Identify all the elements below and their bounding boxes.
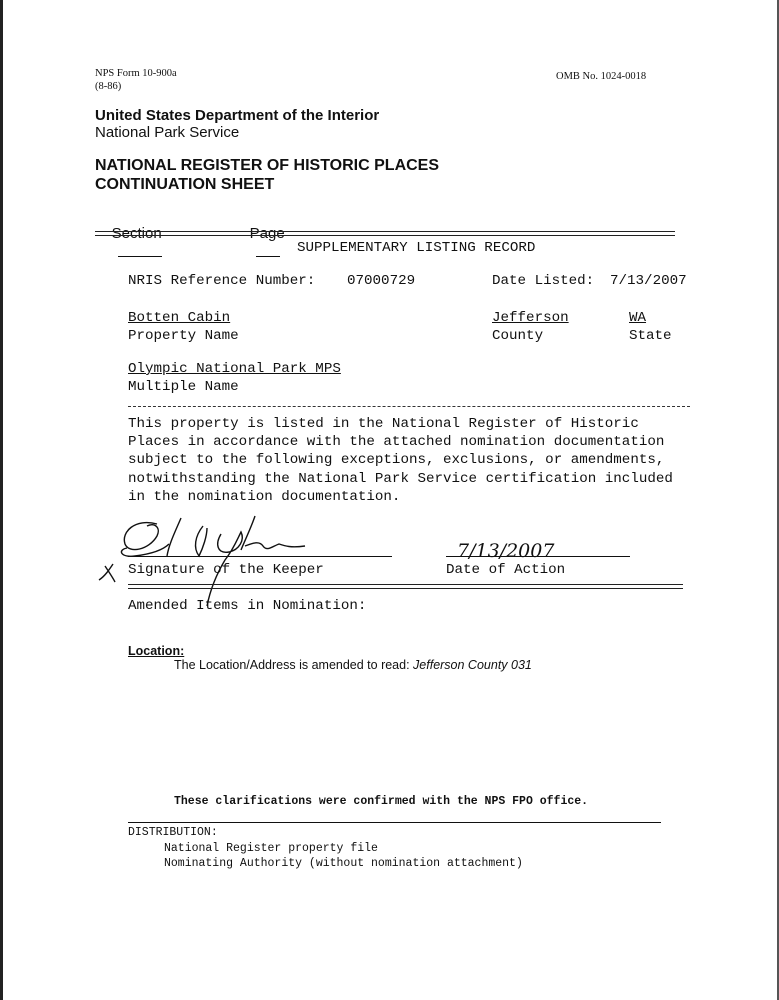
distribution-item-1: National Register property file [164, 842, 378, 855]
section-blank [118, 242, 162, 257]
location-heading: Location: [128, 644, 185, 658]
page-label: Page [249, 225, 285, 242]
form-number: NPS Form 10-900a [95, 68, 177, 79]
multiple-name-label: Multiple Name [128, 379, 239, 395]
form-title-line1: NATIONAL REGISTER OF HISTORIC PLACES [95, 157, 440, 174]
record-heading: SUPPLEMENTARY LISTING RECORD [297, 240, 536, 256]
agency-name: National Park Service [95, 124, 240, 141]
department-name: United States Department of the Interior [95, 107, 380, 124]
amended-items-label: Amended Items in Nomination: [128, 598, 367, 614]
property-name-label: Property Name [128, 328, 239, 344]
signature-double-rule [128, 584, 683, 589]
form-title-line2: CONTINUATION SHEET [95, 176, 275, 193]
location-amendment [174, 658, 532, 672]
location-amendment-text: The Location/Address is amended to read: [174, 658, 414, 672]
location-amendment-value: Jefferson County 031 [413, 658, 532, 672]
distribution-item-2: Nominating Authority (without nomination attachment) [164, 857, 523, 870]
state-label: State [629, 328, 672, 344]
statement-line-4: notwithstanding the National Park Service certification included [128, 471, 673, 487]
omb-number: OMB No. 1024-0018 [556, 71, 647, 82]
county-value: Jefferson [492, 310, 569, 326]
form-date: (8-86) [95, 81, 122, 92]
county-label: County [492, 328, 544, 344]
multiple-name-value: Olympic National Park MPS [128, 361, 341, 377]
statement-line-3: subject to the following exceptions, exclusions, or amendments, [128, 452, 665, 468]
date-of-action-label: Date of Action [446, 562, 566, 578]
handwritten-date [455, 536, 565, 562]
section-label: Section [111, 225, 162, 242]
distribution-label: DISTRIBUTION: [128, 826, 218, 839]
property-name-value: Botten Cabin [128, 310, 231, 326]
header-double-rule [95, 231, 675, 236]
statement-line-2: Places in accordance with the attached nomination documentation [128, 434, 665, 450]
dashed-separator [128, 406, 690, 407]
page-field [233, 208, 285, 278]
page-blank [256, 242, 280, 257]
statement-line-1: This property is listed in the National Register of Historic [128, 416, 639, 432]
nris-label: NRIS Reference Number: [128, 273, 316, 289]
section-field [95, 208, 162, 278]
nris-value: 07000729 [347, 273, 416, 289]
signature-label: Signature of the Keeper [128, 562, 324, 578]
clarification-note: These clarifications were confirmed with the NPS FPO office. [174, 795, 589, 808]
handwritten-date-text: 7/13/2007 [457, 540, 555, 562]
scan-edge-left [0, 0, 3, 1000]
date-listed-value: 7/13/2007 [610, 273, 687, 289]
date-listed-label: Date Listed: [492, 273, 595, 289]
state-value: WA [629, 310, 647, 326]
distribution-rule [128, 822, 661, 823]
statement-line-5: in the nomination documentation. [128, 489, 401, 505]
